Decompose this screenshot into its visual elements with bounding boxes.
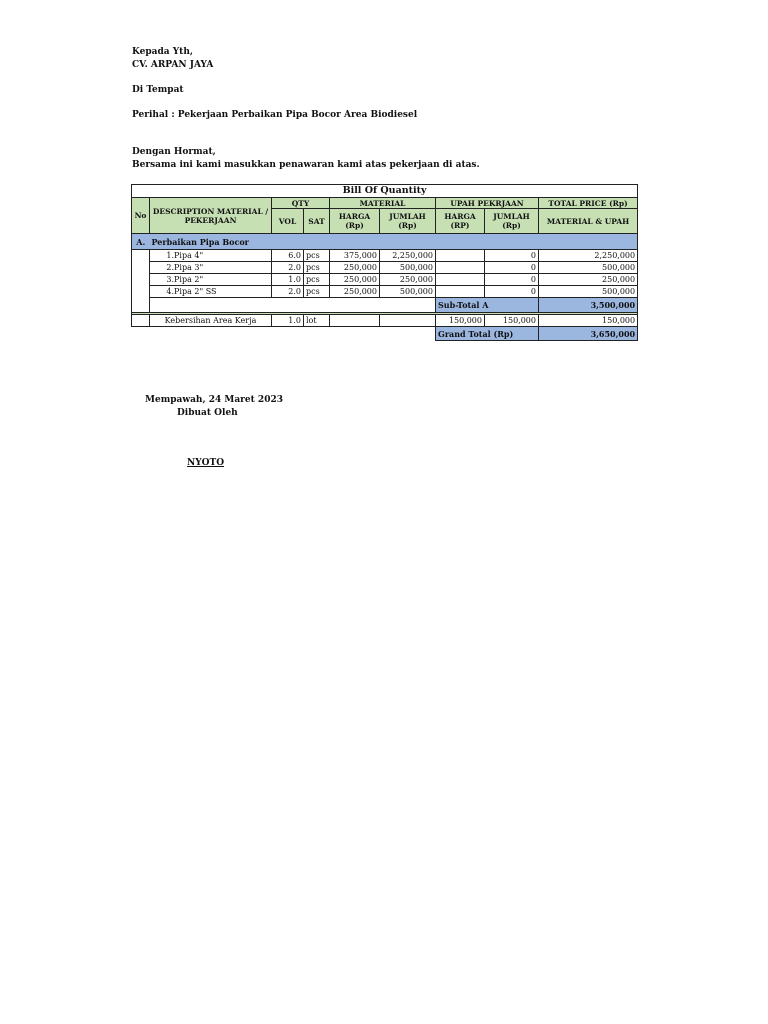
item-upah-harga xyxy=(436,286,485,298)
made-by-label: Dibuat Oleh xyxy=(177,408,238,418)
section-a-letter: A. xyxy=(132,234,150,250)
place-line: Di Tempat xyxy=(132,85,184,95)
item-label: Pipa 2" xyxy=(174,274,204,284)
table-row xyxy=(132,286,638,298)
cleaning-material-harga xyxy=(330,315,380,327)
item-description xyxy=(150,250,272,262)
subject-line: Perihal : Pekerjaan Perbaikan Pipa Bocor Area Biodiesel xyxy=(132,110,418,120)
cleaning-row xyxy=(132,315,638,327)
header-qty: QTY xyxy=(272,198,330,209)
item-description xyxy=(150,274,272,286)
header-material-jumlah: JUMLAH (Rp) xyxy=(380,209,436,234)
item-number: 2. xyxy=(166,262,174,272)
item-number: 4. xyxy=(166,286,174,296)
subtotal-spacer xyxy=(150,298,436,313)
subtotal-label: Sub-Total A xyxy=(436,298,539,313)
item-material-jumlah: 2,250,000 xyxy=(380,250,436,262)
item-vol: 2.0 xyxy=(272,286,304,298)
header-material-upah: MATERIAL & UPAH xyxy=(539,209,638,234)
item-upah-jumlah: 0 xyxy=(485,274,539,286)
table-title: Bill Of Quantity xyxy=(132,185,638,198)
header-upah-jumlah: JUMLAH (Rp) xyxy=(485,209,539,234)
item-description xyxy=(150,262,272,274)
item-upah-jumlah: 0 xyxy=(485,262,539,274)
item-number: 1. xyxy=(166,250,174,260)
item-upah-harga xyxy=(436,262,485,274)
cleaning-sat: lot xyxy=(304,315,330,327)
cleaning-material-jumlah xyxy=(380,315,436,327)
item-material-jumlah: 500,000 xyxy=(380,286,436,298)
signer-name: NYOTO xyxy=(187,458,225,468)
item-sat: pcs xyxy=(304,286,330,298)
header-upah-harga: HARGA (RP) xyxy=(436,209,485,234)
header-sat: SAT xyxy=(304,209,330,234)
grand-total-label: Grand Total (Rp) xyxy=(436,327,539,341)
item-material-harga: 375,000 xyxy=(330,250,380,262)
cleaning-total: 150,000 xyxy=(539,315,638,327)
header-total-price: TOTAL PRICE (Rp) xyxy=(539,198,638,209)
table-row xyxy=(132,274,638,286)
header-vol: VOL xyxy=(272,209,304,234)
item-total: 2,250,000 xyxy=(539,250,638,262)
cleaning-vol: 1.0 xyxy=(272,315,304,327)
item-material-jumlah: 250,000 xyxy=(380,274,436,286)
item-material-harga: 250,000 xyxy=(330,262,380,274)
item-total: 500,000 xyxy=(539,286,638,298)
item-upah-harga xyxy=(436,274,485,286)
item-vol: 2.0 xyxy=(272,262,304,274)
table-row xyxy=(132,250,638,262)
item-material-jumlah: 500,000 xyxy=(380,262,436,274)
grand-total-spacer xyxy=(132,327,436,341)
item-label: Pipa 4" xyxy=(174,250,204,260)
intro-line: Bersama ini kami masukkan penawaran kami atas pekerjaan di atas. xyxy=(132,160,480,170)
recipient-company: CV. ARPAN JAYA xyxy=(132,60,214,70)
greeting-line: Dengan Hormat, xyxy=(132,147,216,157)
table-row xyxy=(132,262,638,274)
header-material: MATERIAL xyxy=(330,198,436,209)
grand-total-value: 3,650,000 xyxy=(539,327,638,341)
item-material-harga: 250,000 xyxy=(330,286,380,298)
item-upah-jumlah: 0 xyxy=(485,286,539,298)
recipient-line: Kepada Yth, xyxy=(132,47,193,57)
bill-of-quantity-table xyxy=(131,184,638,341)
section-a-title: Perbaikan Pipa Bocor xyxy=(150,234,638,250)
item-label: Pipa 3" xyxy=(174,262,204,272)
item-label: Pipa 2" SS xyxy=(174,286,217,296)
subtotal-value: 3,500,000 xyxy=(539,298,638,313)
item-description xyxy=(150,286,272,298)
cleaning-description: Kebersihan Area Kerja xyxy=(150,315,272,327)
header-description: DESCRIPTION MATERIAL / PEKERJAAN xyxy=(150,198,272,234)
item-upah-jumlah: 0 xyxy=(485,250,539,262)
subtotal-row xyxy=(132,298,638,313)
item-sat: pcs xyxy=(304,250,330,262)
item-vol: 1.0 xyxy=(272,274,304,286)
cleaning-upah-jumlah: 150,000 xyxy=(485,315,539,327)
item-material-harga: 250,000 xyxy=(330,274,380,286)
cleaning-upah-harga: 150,000 xyxy=(436,315,485,327)
place-date: Mempawah, 24 Maret 2023 xyxy=(145,395,283,405)
header-upah: UPAH PEKRJAAN xyxy=(436,198,539,209)
header-material-harga: HARGA (Rp) xyxy=(330,209,380,234)
item-upah-harga xyxy=(436,250,485,262)
item-vol: 6.0 xyxy=(272,250,304,262)
header-no: No xyxy=(132,198,150,234)
grand-total-row xyxy=(132,327,638,341)
item-sat: pcs xyxy=(304,274,330,286)
item-total: 250,000 xyxy=(539,274,638,286)
item-total: 500,000 xyxy=(539,262,638,274)
no-column-spacer xyxy=(132,250,150,313)
item-sat: pcs xyxy=(304,262,330,274)
cleaning-no xyxy=(132,315,150,327)
item-number: 3. xyxy=(166,274,174,284)
